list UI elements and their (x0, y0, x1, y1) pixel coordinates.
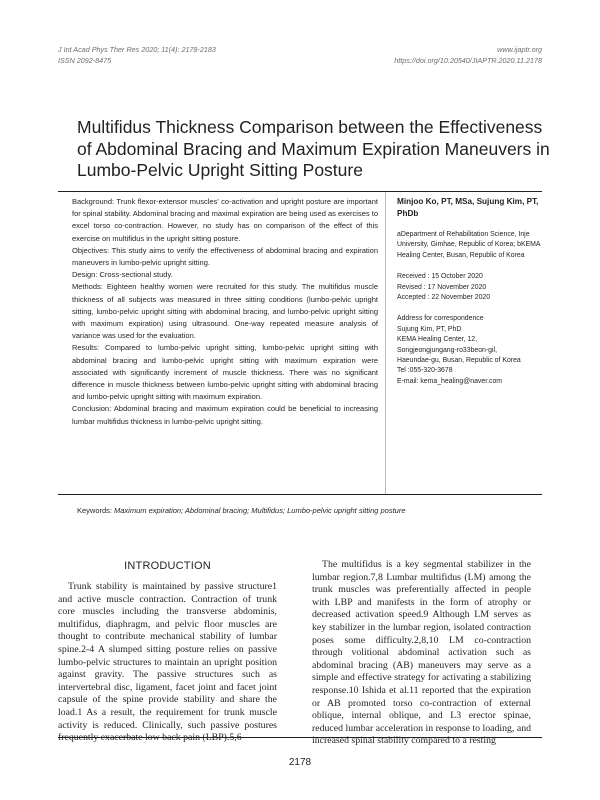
abstract-results: Results: Compared to lumbo-pelvic upright sitting, lumbo-pelvic upright sitting with abdominal bracing and lumbo-pelvic upright sitting with maximum expiration were associated with significantly increment of muscle thickness. There was no significant difference in muscle thickness between lumbo-pelvic upright sitting with abdominal bracing and lumbo-pelvic upright sitting with maximum expiration. (72, 343, 378, 402)
correspondence-tel: Tel :055-320-3678 (397, 367, 453, 375)
issn: ISSN 2092-8475 (58, 55, 112, 65)
body-paragraph: The multifidus is a key segmental stabilizer in the lumbar region.7,8 Lumbar multifidus (LM) among the trunk muscles was preferentially affected in people with LBP and manifests in the form of atrophy or decreased activation speed.9 Although LM serves as key stabilizer in the lumbar region, isolated contraction poses some difficulty.2,8,10 LM co-contraction through volitional abdominal activation such as abdominal bracing (AB) maneuvers may serve as a simple and effective strategy for activating a stabilizing response.10 Ishida et al.11 reported that the expiration or AB promoted torso co-contraction of external oblique, internal oblique, and L3 erector spinae, reduced lumbar acceleration in response to loading, and increased spinal stability compared to a resting (312, 559, 531, 747)
body-paragraph: Trunk stability is maintained by passive structure1 and active muscle contraction. Contraction of trunk core muscles including the transverse abdominis, multifidus, diaphragm, and pelvic floor muscles are thought to contribute mechanical stability of lumbar spine.2-4 A slumped sitting posture relies on passive lumbo-pelvic structures to maintain an upright position against gravity. The passive structures such as intervertebral disc, ligament, facet joint and facet joint capsule of the spine provide stability and share the load.1 As a result, the requirement for trunk muscle activity is reduced. Clinically, such passive postures frequently exacerbate low back pain (LBP).5,6 (58, 581, 277, 744)
affiliation: aDepartment of Rehabilitation Science, Inje University, Gimhae, Republic of Korea; bKEMA Healing Center, Busan, Republic of Korea (397, 231, 541, 259)
page-number: 2178 (288, 757, 312, 768)
article-title: Multifidus Thickness Comparison between the Effectiveness of Abdominal Bracing and Maximum Expiration Maneuvers in Lumbo-Pelvic Upright Sitting Posture (77, 117, 550, 180)
correspondence-address-1: KEMA Healing Center, 12, (397, 336, 478, 344)
keywords-label: Keywords: (77, 506, 113, 515)
abstract-background: Background: Trunk flexor-extensor muscles' co-activation and upright posture are important for spinal stability. Abdominal bracing and maximal expiration are being used as exercises to excel torso co-contraction. However, no study has on comparison of the effect of this exercise on multifidus in the upright sitting posture. (72, 197, 378, 243)
section-heading-introduction: INTRODUCTION (124, 560, 211, 572)
correspondence-address-3: Haeundae-gu, Busan, Republic of Korea (397, 357, 521, 365)
abstract-conclusion: Conclusion: Abdominal bracing and maximum expiration could be beneficial to increasing lumbar multifidus thickness in lumbo-pelvic upright sitting. (72, 404, 378, 426)
abstract-design: Design: Cross-sectional study. (72, 270, 173, 280)
revised-date: Revised : 17 November 2020 (397, 283, 487, 291)
abstract-divider (385, 192, 386, 494)
correspondence-email[interactable]: E-mail: kema_healing@naver.com (397, 377, 503, 385)
accepted-date: Accepted : 22 November 2020 (397, 294, 491, 302)
abstract-objectives: Objectives: This study aims to verify the effectiveness of abdominal bracing and expiration maneuvers in lumbo-pelvic upright sitting. (72, 245, 378, 268)
correspondence-address-2: Songjeongjungang-ro33beon-gil, (397, 346, 497, 354)
journal-header-left (58, 45, 216, 66)
body-column-left (58, 559, 277, 745)
journal-citation: J Int Acad Phys Ther Res 2020; 11(4): 2178-2183 (58, 45, 216, 54)
journal-site[interactable]: www.ijaptr.org (497, 45, 542, 54)
received-date: Received : 15 October 2020 (397, 273, 483, 281)
journal-header-right (394, 45, 542, 66)
abstract (72, 196, 378, 428)
correspondence-name: Sujung Kim, PT, PhD (397, 325, 462, 333)
abstract-methods: Methods: Eighteen healthy women were recruited for this study. The multifidus muscle thickness of all subjects was measured in three sitting conditions (lumbo-pelvic upright sitting, lumbo-pelvic upright sitting with abdominal bracing, and lumbo-pelvic upright sitting with maximum expiration) using ultrasound. One-way repeated measure analysis of variance was used for the evaluation. (72, 282, 378, 341)
body-column-right (312, 559, 531, 748)
author-list: Minjoo Ko, PT, MSa, Sujung Kim, PT, PhDb (397, 197, 539, 218)
footer-rule (58, 737, 542, 738)
correspondence-label: Address for correspondence (397, 315, 484, 323)
keywords-text: Maximum expiration; Abdominal bracing; Multifidus; Lumbo-pelvic upright sitting posture (114, 506, 406, 515)
doi-link[interactable]: https://doi.org/10.20540/JIAPTR.2020.11.2178 (394, 55, 542, 65)
article-info-sidebar (397, 196, 543, 387)
